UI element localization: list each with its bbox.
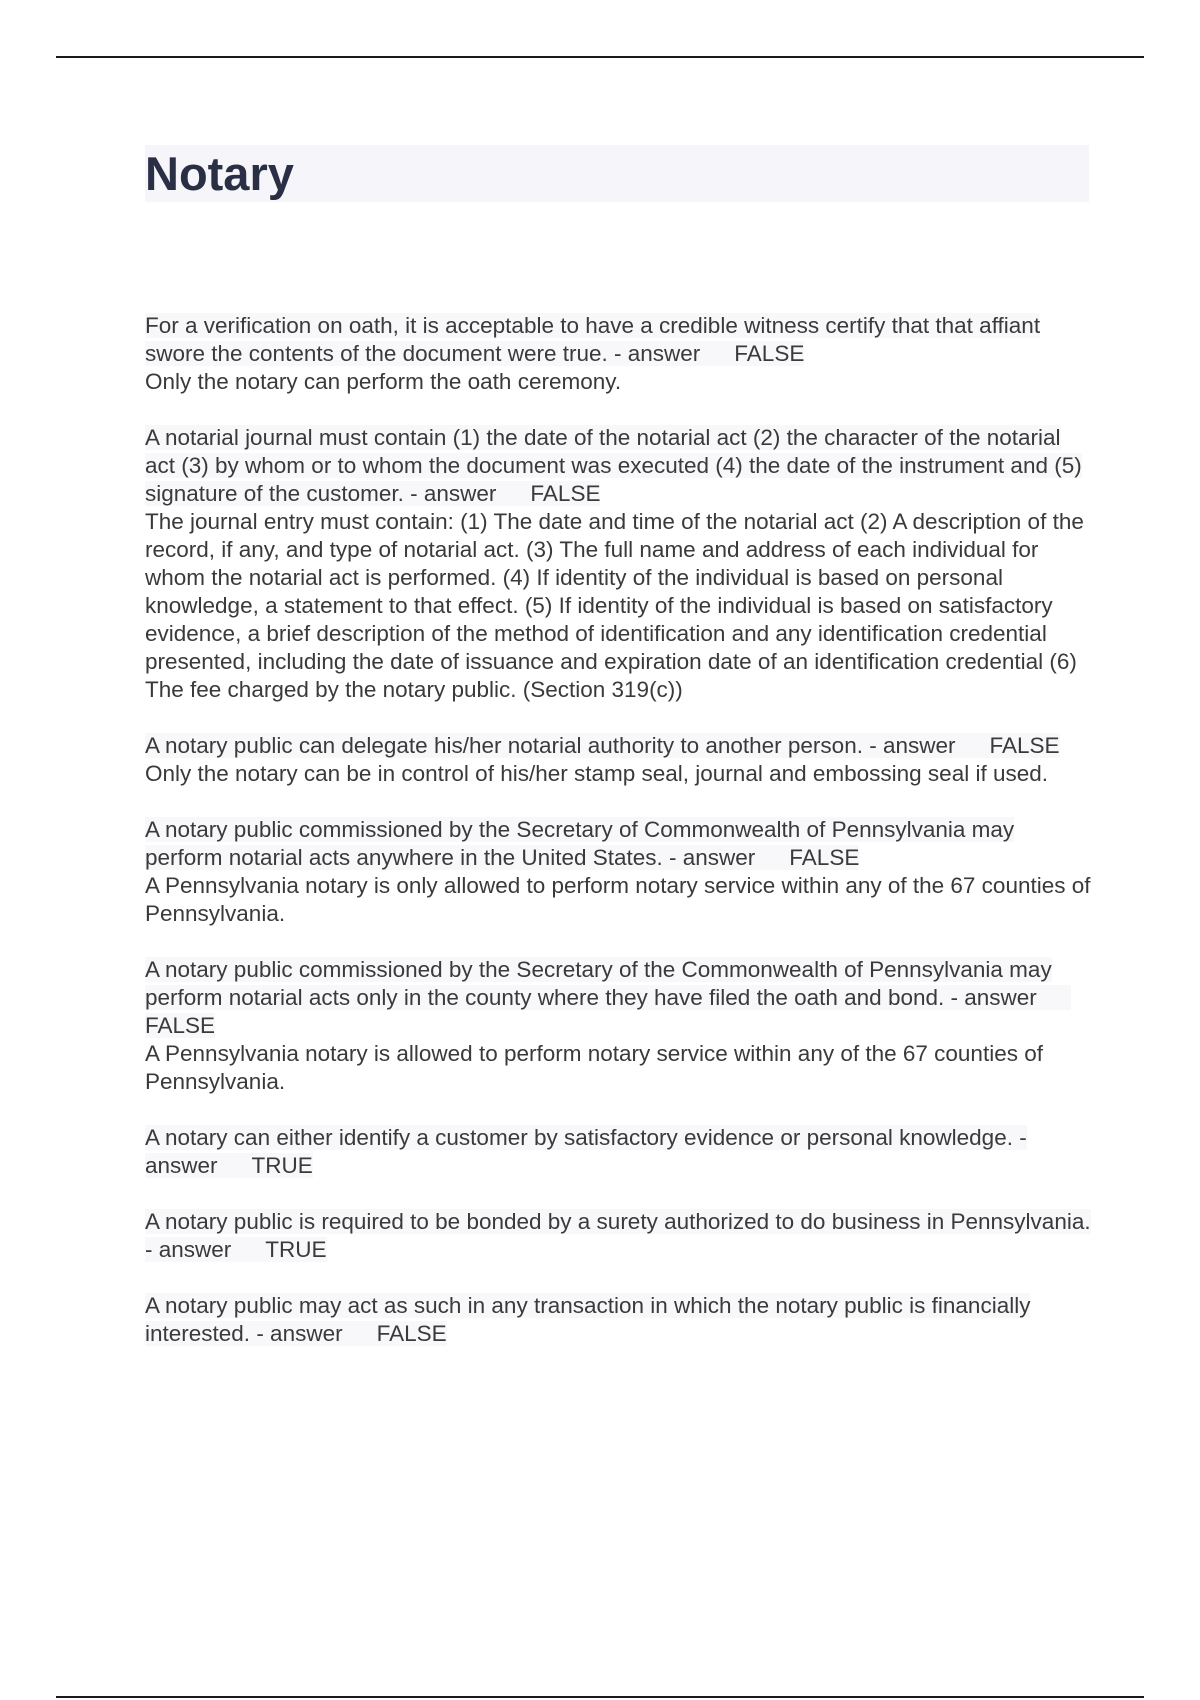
qa-item-5	[145, 956, 1095, 1096]
qa-item-2	[145, 424, 1095, 704]
question-text: A notary can either identify a customer by satisfactory evidence or personal knowledge. - answer	[145, 1125, 1027, 1178]
answer-value: FALSE	[145, 1013, 216, 1038]
explanation-text: A Pennsylvania notary is only allowed to perform notary service within any of the 67 counties of Pennsylvania.	[145, 873, 1091, 926]
explanation-text: A Pennsylvania notary is allowed to perform notary service within any of the 67 counties of Pennsylvania.	[145, 1041, 1043, 1094]
answer-value: FALSE	[734, 341, 805, 366]
qa-list	[145, 312, 1095, 1376]
qa-item-6	[145, 1124, 1095, 1180]
question-text: A notarial journal must contain (1) the date of the notarial act (2) the character of the notarial act (3) by whom or to whom the document was executed (4) the date of the instrument and (5) signature of the customer. - answer	[145, 425, 1082, 506]
question-text: A notary public can delegate his/her notarial authority to another person. - answer	[145, 733, 956, 758]
answer-value: FALSE	[376, 1321, 447, 1346]
question-text: A notary public may act as such in any transaction in which the notary public is financially interested. - answer	[145, 1293, 1031, 1346]
header-rule	[56, 56, 1144, 58]
qa-item-3	[145, 732, 1095, 788]
qa-item-4	[145, 816, 1095, 928]
question-text: For a verification on oath, it is acceptable to have a credible witness certify that that affiant swore the contents of the document were true. - answer	[145, 313, 1041, 366]
question-text: A notary public commissioned by the Secretary of Commonwealth of Pennsylvania may perform notarial acts anywhere in the United States. - answer	[145, 817, 1015, 870]
answer-value: TRUE	[265, 1237, 327, 1262]
footer-rule	[56, 1696, 1144, 1698]
qa-item-7	[145, 1208, 1095, 1264]
question-text: A notary public is required to be bonded by a surety authorized to do business in Pennsylvania. - answer	[145, 1209, 1091, 1262]
qa-item-1	[145, 312, 1095, 396]
answer-value: FALSE	[530, 481, 601, 506]
explanation-text: Only the notary can perform the oath ceremony.	[145, 369, 622, 394]
answer-value: FALSE	[789, 845, 860, 870]
explanation-text: Only the notary can be in control of his/her stamp seal, journal and embossing seal if used.	[145, 761, 1048, 786]
answer-value: TRUE	[251, 1153, 313, 1178]
question-text: A notary public commissioned by the Secretary of the Commonwealth of Pennsylvania may perform notarial acts only in the county where they have filed the oath and bond. - answer	[145, 957, 1052, 1010]
page-title: Notary	[145, 147, 294, 200]
qa-item-8	[145, 1292, 1095, 1348]
explanation-text: The journal entry must contain: (1) The date and time of the notarial act (2) A description of the record, if any, and type of notarial act. (3) The full name and address of each individual for whom the notarial act is performed. (4) If identity of the individual is based on personal knowledge, a statement to that effect. (5) If identity of the individual is based on satisfactory evidence, a brief description of the method of identification and any identification credential presented, including the date of issuance and expiration date of an identification credential (6) The fee charged by the notary public. (Section 319(c))	[145, 509, 1084, 702]
answer-value: FALSE	[989, 733, 1060, 758]
